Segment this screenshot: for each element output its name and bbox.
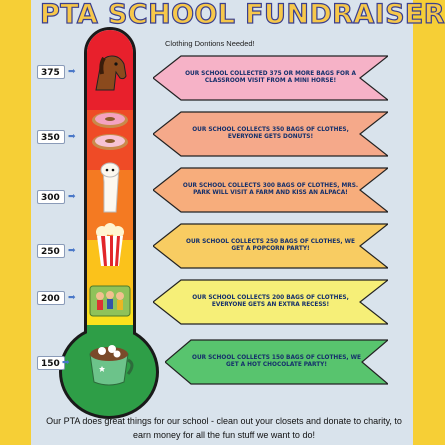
level-banner-150 [165,338,388,386]
arrow-icon: ➡ [68,192,76,202]
level-value-375: 375 [37,65,65,79]
subtitle: Clothing Dontions Needed! [165,39,255,48]
level-banner-text: OUR SCHOOL COLLECTS 350 BAGS OF CLOTHES, EVERYONE GETS DONUTS! [192,126,349,140]
arrow-icon: ➡ [68,67,76,77]
level-banner-text: OUR SCHOOL COLLECTS 300 BAGS OF CLOTHES, MRS. PARK WILL VISIT A FARM AND KISS AN ALPACA! [182,182,359,196]
level-banner-text: OUR SCHOOL COLLECTED 375 OR MORE BAGS FOR A CLASSROOM VISIT FROM A MINI HORSE! [185,70,356,84]
level-value-200: 200 [37,291,65,305]
level-value-150: 150 [37,356,65,370]
level-banner-text: OUR SCHOOL COLLECTS 200 BAGS OF CLOTHES, EVERYONE GETS AN EXTRA RECESS! [192,294,349,308]
alpaca-icon [92,160,128,214]
recess-icon [88,282,132,318]
donut-icon [89,108,131,156]
level-banner-200 [153,278,388,326]
level-value-250: 250 [37,244,65,258]
arrow-icon: ➡ [68,132,76,142]
level-banner-375 [153,54,388,102]
horse-icon [90,50,130,96]
level-value-300: 300 [37,190,65,204]
level-banner-250 [153,222,388,270]
arrow-icon: ➡ [68,246,76,256]
footer-message: Our PTA does great things for our school - clean out your closets and donate to charity, to earn money for all the fun stuff we want to do! [46,416,402,440]
arrow-icon: ➡ [68,293,76,303]
level-banner-text: OUR SCHOOL COLLECTS 150 BAGS OF CLOTHES, WE GET A HOT CHOCOLATE PARTY! [192,354,361,368]
arrow-icon: ➡ [62,358,70,368]
level-value-350: 350 [37,130,65,144]
level-banner-text: OUR SCHOOL COLLECTS 250 BAGS OF CLOTHES, WE GET A POPCORN PARTY! [186,238,355,252]
popcorn-icon [94,222,126,268]
level-banner-300 [153,166,388,214]
hot-chocolate-icon [82,336,136,388]
page-title: PTA SCHOOL FUNDRAISER [40,0,445,30]
level-banner-350 [153,110,388,158]
